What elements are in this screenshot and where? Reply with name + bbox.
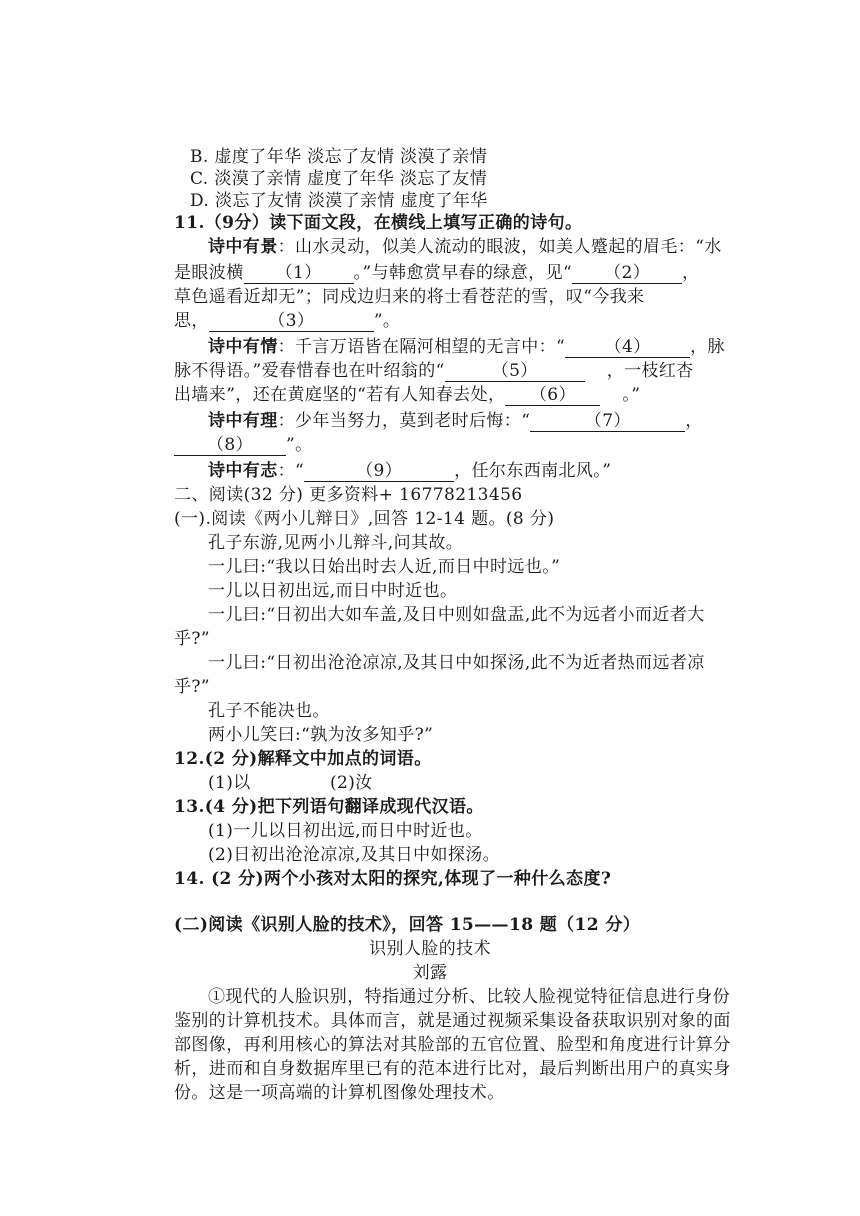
blank-3[interactable]: （3） [209,311,374,332]
passage1-line: 一儿曰:“日初出沧沧凉凉,及其日中如探汤,此不为近者热而远者凉 [208,653,705,673]
section2-header: 二、阅读(32 分) 更多资料+ 16778213456 [174,485,523,505]
q12-item-1: (1)以 [208,773,251,793]
q10-option-b: B. 虚度了年华 淡忘了友情 淡漠了亲情 [190,147,488,167]
passage1-line: 两小儿笑曰:“孰为汝多知乎?” [208,725,434,745]
reason-text: ， [685,411,703,431]
emotion-text: ：千言万语皆在隔河相望的无言中：“ [277,337,566,357]
passage1-line: 乎?” [174,677,211,697]
q10-option-d: D. 淡忘了友情 淡漠了亲情 虚度了年华 [190,191,488,211]
will-text: ：“ [277,461,305,481]
blank-9[interactable]: （9） [304,461,454,482]
will-label: 诗中有志 [208,461,278,481]
q13-item-1: (1)一儿以日初出远,而日中时近也。 [208,821,483,841]
blank-4[interactable]: （4） [565,337,690,358]
scene-text: 思， [174,311,209,331]
passage2-author: 刘露 [412,963,448,983]
emotion-label: 诗中有情 [208,337,278,357]
scene-text: ：山水灵动，似美人流动的眼波，如美人蹙起的眉毛：“水 [277,237,722,257]
passage2-para-line: ①现代的人脸识别，特指通过分析、比较人脸视觉特征信息进行身份 [208,987,730,1007]
passage2-para-line: 析，进而和自身数据库里已有的范本进行比对，最后判断出用户的真实身 [174,1059,731,1079]
q11-stem: 11.（9分）读下面文段，在横线上填写正确的诗句。 [174,213,583,233]
will-text: ，任尔东西南北风。” [454,461,612,481]
q11-scene-line-2 [174,262,700,284]
q11-scene-line-1 [208,236,722,258]
q11-emotion-line-1 [208,336,725,358]
q12-stem: 12.(2 分)解释文中加点的词语。 [174,749,432,769]
passage1-line: 孔子东游,见两小儿辩斗,问其故。 [208,533,464,553]
scene-text: 。”与韩愈赏早春的绿意，见“ [353,263,573,283]
q11-scene-line-4 [174,310,400,332]
q11-emotion-line-3 [174,384,640,406]
blank-6[interactable]: （6） [505,385,600,406]
passage1-heading: (一).阅读《两小儿辩日》,回答 12-14 题。(8 分) [174,509,555,529]
scene-text: 是眼波横 [174,263,244,283]
blank-5[interactable]: （5） [445,361,585,382]
scene-text: ， [682,263,700,283]
emotion-text: 。” [622,385,641,405]
passage2-para-line: 部图像，再利用核心的算法对其脸部的五官位置、脸型和角度进行计算分 [174,1035,731,1055]
passage2-title: 识别人脸的技术 [369,939,491,959]
passage2-para-line: 鉴别的计算机技术。具体而言，就是通过视频采集设备获取识别对象的面 [174,1011,731,1031]
q10-option-c: C. 淡漠了亲情 虚度了年华 淡忘了友情 [190,169,488,189]
reason-text: ：少年当努力，莫到老时后悔：“ [277,411,531,431]
q12-item-2: (2)汝 [330,773,373,793]
q11-reason-line-2 [174,434,313,456]
q11-emotion-line-2 [174,360,694,382]
blank-8[interactable]: （8） [174,435,286,456]
reason-label: 诗中有理 [208,411,278,431]
q13-stem: 13.(4 分)把下列语句翻译成现代汉语。 [174,797,484,817]
blank-7[interactable]: （7） [530,411,685,432]
q11-reason-line-1 [208,410,703,432]
emotion-text: ，一枝红杏 [606,361,694,381]
passage1-line: 一儿曰:“日初出大如车盖,及日中则如盘盂,此不为远者小而近者大 [208,605,705,625]
passage1-line: 一儿曰:“我以日始出时去人近,而日中时远也。” [208,557,561,577]
passage1-line: 孔子不能决也。 [208,701,330,721]
q11-scene-line-3: 草色遥看近却无”；同戍边归来的将士看苍茫的雪，叹“今我来 [174,287,645,307]
q13-item-2: (2)日初出沧沧凉凉,及其日中如探汤。 [208,845,501,865]
q14-stem: 14. (2 分)两个小孩对太阳的探究,体现了一种什么态度? [174,869,612,889]
scene-text: ”。 [373,311,401,331]
blank-1[interactable]: （1） [244,263,354,284]
emotion-text: 出墙来”，还在黄庭坚的“若有人知春去处， [174,385,506,405]
scene-label: 诗中有景 [208,237,278,257]
passage1-line: 乎?” [174,629,211,649]
blank-2[interactable]: （2） [572,263,682,284]
emotion-text: ，脉 [690,337,725,357]
passage1-line: 一儿以日初出远,而日中时近也。 [208,581,458,601]
q11-will-line-1 [208,460,611,482]
passage2-para-line: 份。这是一项高端的计算机图像处理技术。 [174,1083,505,1103]
reason-text: ”。 [286,435,313,455]
emotion-text: 脉不得语。”爱春惜春也在叶绍翁的“ [174,361,445,381]
passage2-heading: (二)阅读《识别人脸的技术》，回答 15——18 题（12 分） [174,915,641,935]
